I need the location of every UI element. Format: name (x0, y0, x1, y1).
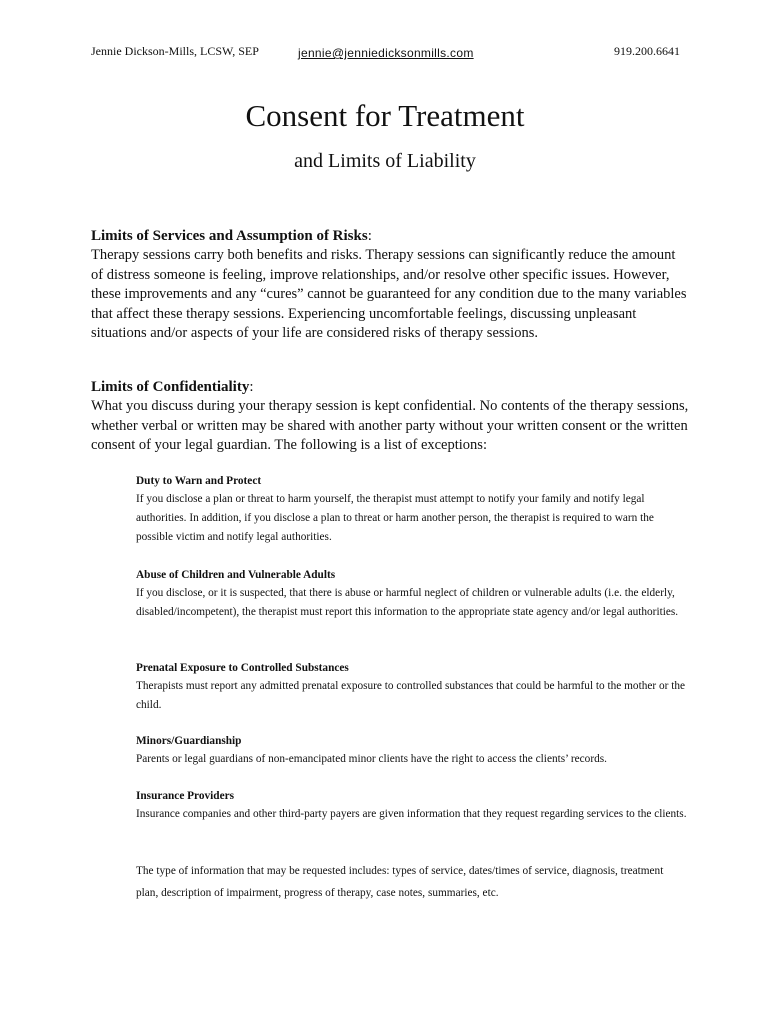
exception-body: If you disclose, or it is suspected, that there is abuse or harmful neglect of children or vulnerable adults (i.e. the elderly, disabled/incompetent), the therapist must report this information to the appropriate state agency and/or legal authorities. (136, 587, 679, 618)
exception-body: Parents or legal guardians of non-emancipated minor clients have the right to access the clients’ records. (136, 753, 607, 765)
document-title: Consent for Treatment (245, 98, 525, 133)
services-section (91, 226, 691, 344)
exception-heading: Prenatal Exposure to Controlled Substances (136, 662, 349, 674)
document-subtitle: and Limits of Liability (294, 150, 476, 172)
confidentiality-body: What you discuss during your therapy session is kept confidential. No contents of the therapy sessions, whether verbal or written may be shared with another party without your written consent or the written consent of your legal guardian. The following is a list of exceptions: (91, 398, 689, 454)
exception-body: If you disclose a plan or threat to harm yourself, the therapist must attempt to notify your family and notify legal authorities. In addition, if you disclose a plan to threat or harm another person, the therapist is required to warn the possible victim and notify legal authorities. (136, 493, 654, 543)
exception-body: Insurance companies and other third-party payers are given information that they request regarding services to the clients. (136, 808, 687, 820)
header-email-link[interactable]: jennie@jenniedicksonmills.com (298, 46, 474, 60)
exception-heading: Minors/Guardianship (136, 735, 242, 747)
exception-body: Therapists must report any admitted prenatal exposure to controlled substances that could be harmful to the mother or the child. (136, 680, 685, 711)
exception-abuse (136, 566, 688, 622)
header-phone: 919.200.6641 (614, 44, 680, 58)
exception-heading: Insurance Providers (136, 790, 235, 802)
exception-heading: Duty to Warn and Protect (136, 475, 262, 487)
exception-duty-to-warn (136, 472, 688, 547)
exception-prenatal-exposure (136, 659, 688, 715)
exception-heading: Abuse of Children and Vulnerable Adults (136, 569, 336, 581)
info-note: The type of information that may be requested includes: types of service, dates/times of service, diagnosis, treatment plan, description of impairment, progress of therapy, case notes, summaries, etc. (136, 865, 664, 899)
confidentiality-heading: Limits of Confidentiality: (91, 379, 254, 395)
exception-insurance (136, 787, 688, 824)
exception-minors (136, 732, 688, 769)
services-body: Therapy sessions carry both benefits and risks. Therapy sessions can significantly reduce the amount of distress someone is feeling, improve relationships, and/or resolve other specific issues. However, these improvements and any “cures” cannot be guaranteed for any condition due to the many variables that affect these therapy sessions. Experiencing uncomfortable feelings, discussing unpleasant situations and/or aspects of your life are considered risks of therapy sessions. (91, 247, 687, 342)
services-heading: Limits of Services and Assumption of Risks: (91, 228, 372, 244)
confidentiality-section (91, 377, 691, 456)
header-name: Jennie Dickson-Mills, LCSW, SEP (91, 44, 259, 58)
